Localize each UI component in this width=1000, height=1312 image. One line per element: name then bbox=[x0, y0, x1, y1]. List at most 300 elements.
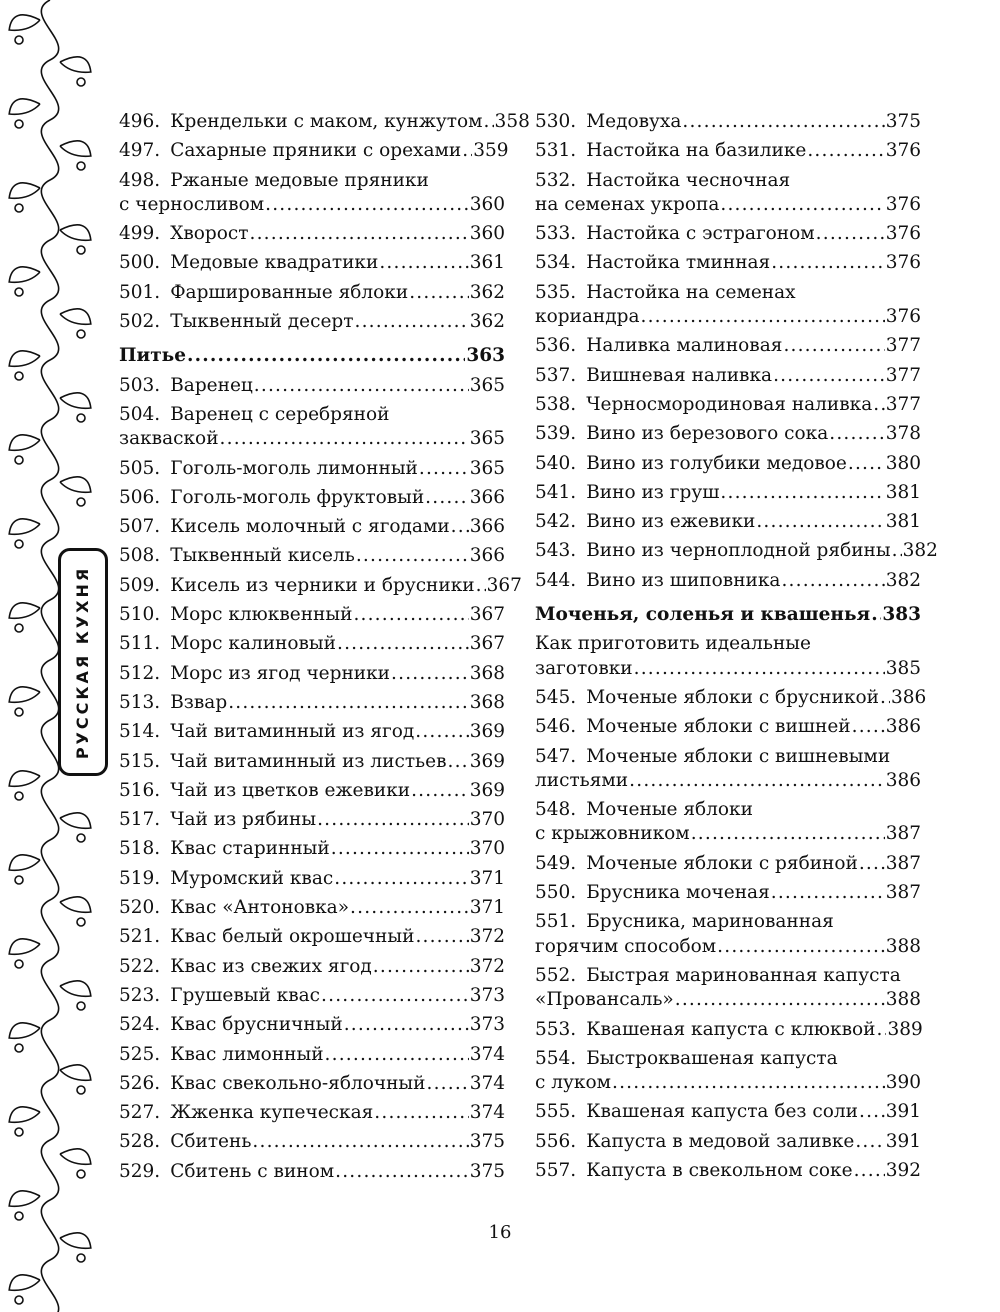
entry-page: 377 bbox=[885, 393, 921, 415]
curl-motif bbox=[77, 1170, 85, 1178]
toc-line bbox=[119, 1160, 505, 1184]
toc-entry bbox=[119, 893, 505, 922]
entry-title: Квашеная капуста с клюквой bbox=[586, 1018, 876, 1040]
entry-number: 521. bbox=[119, 926, 161, 948]
entry-number: 512. bbox=[119, 662, 161, 684]
leaf-motif bbox=[9, 183, 40, 198]
toc-line bbox=[119, 779, 505, 803]
dot-leader bbox=[816, 222, 885, 246]
entry-page: 359 bbox=[473, 140, 509, 162]
entry-number: 555. bbox=[535, 1101, 577, 1123]
toc-entry bbox=[119, 307, 505, 336]
curl-motif bbox=[15, 204, 23, 212]
entry-title: Вино из ежевики bbox=[586, 511, 756, 533]
toc-entry bbox=[535, 907, 921, 961]
entry-number: 551. bbox=[535, 911, 577, 933]
entry-title: Быстрая маринованная капуста bbox=[586, 964, 901, 986]
toc-line bbox=[535, 305, 921, 329]
entry-number: 536. bbox=[535, 335, 577, 357]
toc-entry bbox=[119, 483, 505, 512]
entry-page: 372 bbox=[469, 955, 505, 977]
toc-entry bbox=[119, 454, 505, 483]
toc-entry bbox=[119, 1157, 505, 1186]
dot-leader bbox=[855, 1130, 884, 1154]
entry-number: 537. bbox=[535, 364, 577, 386]
entry-page: 374 bbox=[469, 1072, 505, 1094]
toc-entry bbox=[119, 1098, 505, 1127]
entry-title: Быстроквашеная капуста bbox=[586, 1047, 838, 1069]
dot-leader bbox=[425, 486, 469, 510]
dot-leader bbox=[254, 374, 469, 398]
toc-line bbox=[119, 374, 505, 398]
toc-entry bbox=[535, 849, 921, 878]
toc-line bbox=[119, 110, 530, 134]
entry-number: 505. bbox=[119, 457, 161, 479]
entry-number: 506. bbox=[119, 486, 161, 508]
entry-page: 378 bbox=[885, 423, 921, 445]
leaf-motif bbox=[60, 1149, 91, 1164]
entry-title: Вишневая наливка bbox=[586, 364, 773, 386]
dot-leader bbox=[462, 139, 472, 163]
entry-number: 501. bbox=[119, 281, 161, 303]
dot-leader bbox=[675, 988, 885, 1012]
entry-page: 390 bbox=[885, 1072, 921, 1094]
entry-page: 371 bbox=[469, 867, 505, 889]
dot-leader bbox=[415, 720, 468, 744]
dot-leader bbox=[391, 662, 469, 686]
section-title: Моченья, соленья и квашенья bbox=[535, 604, 871, 626]
entry-title: листьями bbox=[535, 769, 629, 791]
toc-line bbox=[119, 457, 505, 481]
entry-title: Муромский квас bbox=[170, 867, 334, 889]
toc-entry bbox=[119, 629, 505, 658]
entry-number: 533. bbox=[535, 223, 577, 245]
toc-line bbox=[119, 222, 505, 246]
entry-title: Чай из цветков ежевики bbox=[170, 779, 411, 801]
curl-motif bbox=[15, 708, 23, 716]
toc-line bbox=[119, 139, 509, 163]
entry-page: 361 bbox=[469, 252, 505, 274]
toc-line bbox=[535, 686, 927, 710]
entry-page: 388 bbox=[885, 935, 921, 957]
toc-entry bbox=[119, 107, 530, 136]
toc-line bbox=[119, 1043, 505, 1067]
toc-entry bbox=[535, 219, 921, 248]
entry-title: заготовки bbox=[535, 657, 633, 679]
entry-page: 376 bbox=[885, 140, 921, 162]
entry-page: 360 bbox=[469, 223, 505, 245]
entry-page: 377 bbox=[885, 335, 921, 357]
dot-leader bbox=[379, 251, 468, 275]
dot-leader bbox=[852, 715, 885, 739]
entry-number: 541. bbox=[535, 481, 577, 503]
dot-leader bbox=[220, 427, 469, 451]
toc-entry bbox=[535, 1097, 921, 1126]
entry-page: 365 bbox=[469, 457, 505, 479]
dot-leader bbox=[783, 334, 884, 358]
toc-entry bbox=[535, 449, 921, 478]
curl-motif bbox=[77, 1254, 85, 1262]
entry-title: Квас из свежих ягод bbox=[170, 955, 372, 977]
toc-line bbox=[119, 403, 505, 427]
toc-line bbox=[535, 334, 921, 358]
toc-entry bbox=[535, 566, 921, 595]
entry-number: 515. bbox=[119, 750, 161, 772]
toc-entry bbox=[535, 629, 921, 683]
dot-leader bbox=[325, 1043, 469, 1067]
entry-title: Вино из голубики медовое bbox=[586, 452, 847, 474]
toc-entry bbox=[119, 717, 505, 746]
entry-title: Кисель из черники и брусники bbox=[170, 574, 475, 596]
toc-entry bbox=[119, 278, 505, 307]
entry-page: 381 bbox=[885, 511, 921, 533]
curl-motif bbox=[15, 876, 23, 884]
entry-title: Квас «Антоновка» bbox=[170, 897, 350, 919]
toc-line bbox=[535, 1100, 921, 1124]
toc-line bbox=[535, 169, 921, 193]
toc-left-column bbox=[119, 107, 530, 1186]
toc-line bbox=[119, 896, 505, 920]
toc-line bbox=[535, 632, 921, 656]
entry-title: Морс калиновый bbox=[170, 633, 336, 655]
entry-title: Моченые яблоки bbox=[586, 799, 753, 821]
dot-leader bbox=[629, 769, 885, 793]
toc-line bbox=[119, 691, 505, 715]
toc-line bbox=[119, 544, 505, 568]
entry-title: Морс из ягод черники bbox=[170, 662, 391, 684]
entry-page: 366 bbox=[469, 516, 505, 538]
leaf-motif bbox=[9, 99, 40, 114]
entry-number: 546. bbox=[535, 716, 577, 738]
curl-motif bbox=[15, 372, 23, 380]
curl-motif bbox=[15, 1128, 23, 1136]
entry-title: Хворост bbox=[170, 223, 249, 245]
entry-page: 374 bbox=[469, 1102, 505, 1124]
entry-number: 547. bbox=[535, 745, 577, 767]
entry-number: 554. bbox=[535, 1047, 577, 1069]
curl-motif bbox=[15, 624, 23, 632]
entry-page: 388 bbox=[885, 989, 921, 1011]
toc-line bbox=[119, 1130, 505, 1154]
curl-motif bbox=[15, 120, 23, 128]
dot-leader bbox=[756, 510, 884, 534]
entry-number: 545. bbox=[535, 686, 577, 708]
entry-title: Моченые яблоки с вишней bbox=[586, 716, 851, 738]
dot-leader bbox=[807, 139, 884, 163]
section-title: Питье bbox=[119, 345, 186, 367]
entry-title: Медовые квадратики bbox=[170, 252, 379, 274]
toc-entry bbox=[119, 864, 505, 893]
toc-line bbox=[119, 955, 505, 979]
toc-line bbox=[535, 822, 921, 846]
entry-number: 549. bbox=[535, 852, 577, 874]
curl-motif bbox=[15, 792, 23, 800]
entry-number: 539. bbox=[535, 423, 577, 445]
entry-number: 522. bbox=[119, 955, 161, 977]
entry-title: Вино из черноплодной рябины bbox=[586, 540, 891, 562]
toc-line bbox=[535, 393, 921, 417]
toc-line bbox=[119, 1013, 505, 1037]
toc-entry bbox=[119, 659, 505, 688]
toc-line bbox=[535, 745, 921, 769]
entry-page: 376 bbox=[885, 252, 921, 274]
toc-line bbox=[535, 603, 921, 627]
entry-page: 391 bbox=[885, 1130, 921, 1152]
toc-entry bbox=[119, 1069, 505, 1098]
entry-number: 548. bbox=[535, 799, 577, 821]
leaf-motif bbox=[9, 435, 40, 450]
leaf-motif bbox=[60, 813, 91, 828]
toc-entry bbox=[535, 390, 921, 419]
dot-leader bbox=[634, 657, 885, 681]
entry-number: 553. bbox=[535, 1018, 577, 1040]
entry-number: 499. bbox=[119, 223, 161, 245]
entry-title: Брусника моченая bbox=[586, 882, 770, 904]
entry-number: 504. bbox=[119, 403, 161, 425]
toc-line bbox=[535, 1159, 921, 1183]
toc-line bbox=[119, 515, 505, 539]
entry-title: Гоголь-моголь фруктовый bbox=[170, 486, 425, 508]
dot-leader bbox=[409, 281, 468, 305]
toc-entry bbox=[535, 683, 927, 712]
leaf-motif bbox=[9, 1023, 40, 1038]
toc-entry bbox=[535, 107, 921, 136]
entry-page: 386 bbox=[885, 716, 921, 738]
dot-leader bbox=[337, 632, 469, 656]
toc-line bbox=[535, 222, 921, 246]
toc-entry bbox=[119, 512, 505, 541]
toc-entry bbox=[119, 805, 505, 834]
entry-page: 358 bbox=[494, 111, 530, 132]
entry-number: 510. bbox=[119, 604, 161, 626]
curl-motif bbox=[77, 162, 85, 170]
entry-page: 372 bbox=[469, 926, 505, 948]
leaf-motif bbox=[60, 141, 91, 156]
leaf-motif bbox=[60, 57, 91, 72]
entry-title: Капуста в свекольном соке bbox=[586, 1159, 853, 1181]
entry-page: 373 bbox=[469, 1014, 505, 1036]
entry-page: 376 bbox=[885, 223, 921, 245]
toc-line bbox=[119, 603, 505, 627]
entry-title: Тыквенный кисель bbox=[170, 545, 355, 567]
toc-entry bbox=[535, 1156, 921, 1185]
curl-motif bbox=[15, 1212, 23, 1220]
dot-leader bbox=[859, 1100, 885, 1124]
entry-title: Чай из рябины bbox=[170, 809, 317, 831]
entry-title: Гоголь-моголь лимонный bbox=[170, 457, 418, 479]
toc-line bbox=[535, 1018, 921, 1042]
page-number: 16 bbox=[488, 1222, 512, 1243]
entry-title: Сахарные пряники с орехами bbox=[170, 140, 462, 162]
toc-entry bbox=[535, 361, 921, 390]
entry-page: 366 bbox=[469, 486, 505, 508]
entry-title: Кисель молочный с ягодами bbox=[170, 516, 450, 538]
leaf-motif bbox=[9, 1107, 40, 1122]
entry-number: 538. bbox=[535, 393, 577, 415]
toc-section-heading bbox=[119, 336, 505, 370]
entry-title: Моченые яблоки с рябиной bbox=[586, 852, 858, 874]
toc-entry bbox=[119, 371, 505, 400]
entry-page: 366 bbox=[469, 545, 505, 567]
entry-title: Жженка купеческая bbox=[170, 1102, 374, 1124]
entry-number: 544. bbox=[535, 569, 577, 591]
toc-line bbox=[535, 910, 921, 934]
dot-leader bbox=[717, 935, 885, 959]
toc-line bbox=[119, 808, 505, 832]
entry-number: 508. bbox=[119, 545, 161, 567]
entry-page: 365 bbox=[469, 428, 505, 450]
toc-entry bbox=[119, 776, 505, 805]
toc-entry bbox=[535, 961, 921, 1015]
toc-entry bbox=[535, 478, 921, 507]
toc-line bbox=[535, 1071, 921, 1095]
dot-leader bbox=[447, 750, 468, 774]
toc-entry bbox=[119, 219, 505, 248]
entry-title: кориандра bbox=[535, 306, 640, 328]
entry-title: Настойка на базилике bbox=[586, 140, 807, 162]
curl-motif bbox=[77, 78, 85, 86]
dot-leader bbox=[317, 808, 469, 832]
toc-line bbox=[535, 539, 938, 563]
toc-line bbox=[119, 837, 505, 861]
toc-entry bbox=[535, 878, 921, 907]
toc-line bbox=[535, 657, 921, 681]
leaf-motif bbox=[60, 981, 91, 996]
entry-title: Морс клюквенный bbox=[170, 604, 353, 626]
toc-line bbox=[119, 1101, 505, 1125]
entry-page: 373 bbox=[469, 984, 505, 1006]
toc-entry bbox=[535, 1127, 921, 1156]
dot-leader bbox=[720, 193, 884, 217]
toc-entry bbox=[535, 1015, 921, 1044]
entry-number: 530. bbox=[535, 111, 577, 132]
entry-page: 389 bbox=[887, 1018, 923, 1040]
entry-number: 518. bbox=[119, 838, 161, 860]
entry-title: Сбитень bbox=[170, 1131, 252, 1153]
entry-title: Грушевый квас bbox=[170, 984, 321, 1006]
toc-entry bbox=[535, 278, 921, 332]
dot-leader bbox=[451, 515, 469, 539]
toc-entry bbox=[119, 952, 505, 981]
toc-line bbox=[535, 281, 921, 305]
entry-page: 382 bbox=[885, 569, 921, 591]
toc-line bbox=[535, 364, 921, 388]
entry-title: Взвар bbox=[170, 691, 228, 713]
entry-title: Тыквенный десерт bbox=[170, 311, 354, 333]
entry-title: Квас лимонный bbox=[170, 1043, 324, 1065]
curl-motif bbox=[77, 498, 85, 506]
toc-line bbox=[119, 193, 505, 217]
entry-page: 367 bbox=[469, 604, 505, 626]
toc-line bbox=[535, 1130, 921, 1154]
toc-line bbox=[535, 481, 921, 505]
toc-line bbox=[119, 427, 505, 451]
dot-leader bbox=[848, 452, 885, 476]
toc-line bbox=[119, 1072, 505, 1096]
dot-leader bbox=[781, 569, 884, 593]
curl-motif bbox=[77, 834, 85, 842]
entry-number: 557. bbox=[535, 1159, 577, 1181]
toc-entry bbox=[535, 136, 921, 165]
dot-leader bbox=[374, 1101, 468, 1125]
dot-leader bbox=[892, 539, 902, 563]
entry-page: 385 bbox=[885, 657, 921, 679]
leaf-motif bbox=[9, 603, 40, 618]
toc-entry bbox=[535, 248, 921, 277]
entry-page: 376 bbox=[885, 193, 921, 215]
entry-number: 502. bbox=[119, 311, 161, 333]
toc-entry bbox=[535, 507, 921, 536]
entry-page: 371 bbox=[469, 897, 505, 919]
entry-number: 556. bbox=[535, 1130, 577, 1152]
dot-leader bbox=[350, 896, 469, 920]
entry-title: с черносливом bbox=[119, 193, 265, 215]
toc-entry bbox=[535, 536, 938, 565]
entry-title: Чай витаминный из листьев bbox=[170, 750, 447, 772]
toc-line bbox=[535, 964, 921, 988]
entry-page: 369 bbox=[469, 750, 505, 772]
entry-number: 519. bbox=[119, 867, 161, 889]
entry-title: Брусника, маринованная bbox=[586, 911, 834, 933]
entry-title: Вино из шиповника bbox=[586, 569, 781, 591]
entry-title: Варенец с серебряной bbox=[170, 403, 390, 425]
entry-number: 516. bbox=[119, 779, 161, 801]
toc-entry bbox=[119, 1010, 505, 1039]
dot-leader bbox=[356, 544, 469, 568]
dot-leader bbox=[355, 310, 469, 334]
entry-page: 367 bbox=[486, 574, 522, 596]
toc-line bbox=[119, 720, 505, 744]
entry-number: 520. bbox=[119, 897, 161, 919]
dot-leader bbox=[415, 925, 468, 949]
dot-leader bbox=[419, 457, 469, 481]
toc-entry bbox=[535, 742, 921, 796]
entry-number: 523. bbox=[119, 984, 161, 1006]
toc-entry bbox=[119, 136, 509, 165]
entry-number: 498. bbox=[119, 169, 161, 191]
toc-entry bbox=[119, 747, 505, 776]
side-label-box bbox=[58, 548, 108, 776]
curl-motif bbox=[15, 288, 23, 296]
entry-number: 542. bbox=[535, 511, 577, 533]
curl-motif bbox=[77, 918, 85, 926]
entry-number: 534. bbox=[535, 252, 577, 274]
curl-motif bbox=[77, 1002, 85, 1010]
toc-line bbox=[119, 750, 505, 774]
leaf-motif bbox=[9, 855, 40, 870]
curl-motif bbox=[77, 330, 85, 338]
entry-page: 387 bbox=[885, 852, 921, 874]
toc-line bbox=[535, 422, 921, 446]
toc-entry bbox=[535, 1044, 921, 1098]
dot-leader bbox=[353, 603, 468, 627]
entry-page: 391 bbox=[885, 1101, 921, 1123]
entry-page: 377 bbox=[885, 364, 921, 386]
leaf-motif bbox=[9, 771, 40, 786]
entry-title: Капуста в медовой заливке bbox=[586, 1130, 855, 1152]
entry-title: горячим способом bbox=[535, 935, 717, 957]
entry-page: 387 bbox=[885, 823, 921, 845]
toc-entry bbox=[119, 571, 522, 600]
dot-leader bbox=[335, 1160, 469, 1184]
dot-leader bbox=[228, 691, 469, 715]
toc-line bbox=[535, 881, 921, 905]
entry-number: 497. bbox=[119, 140, 161, 162]
dot-leader bbox=[720, 481, 884, 505]
toc-entry bbox=[535, 712, 921, 741]
toc-line bbox=[535, 510, 921, 534]
dot-leader bbox=[880, 686, 890, 710]
